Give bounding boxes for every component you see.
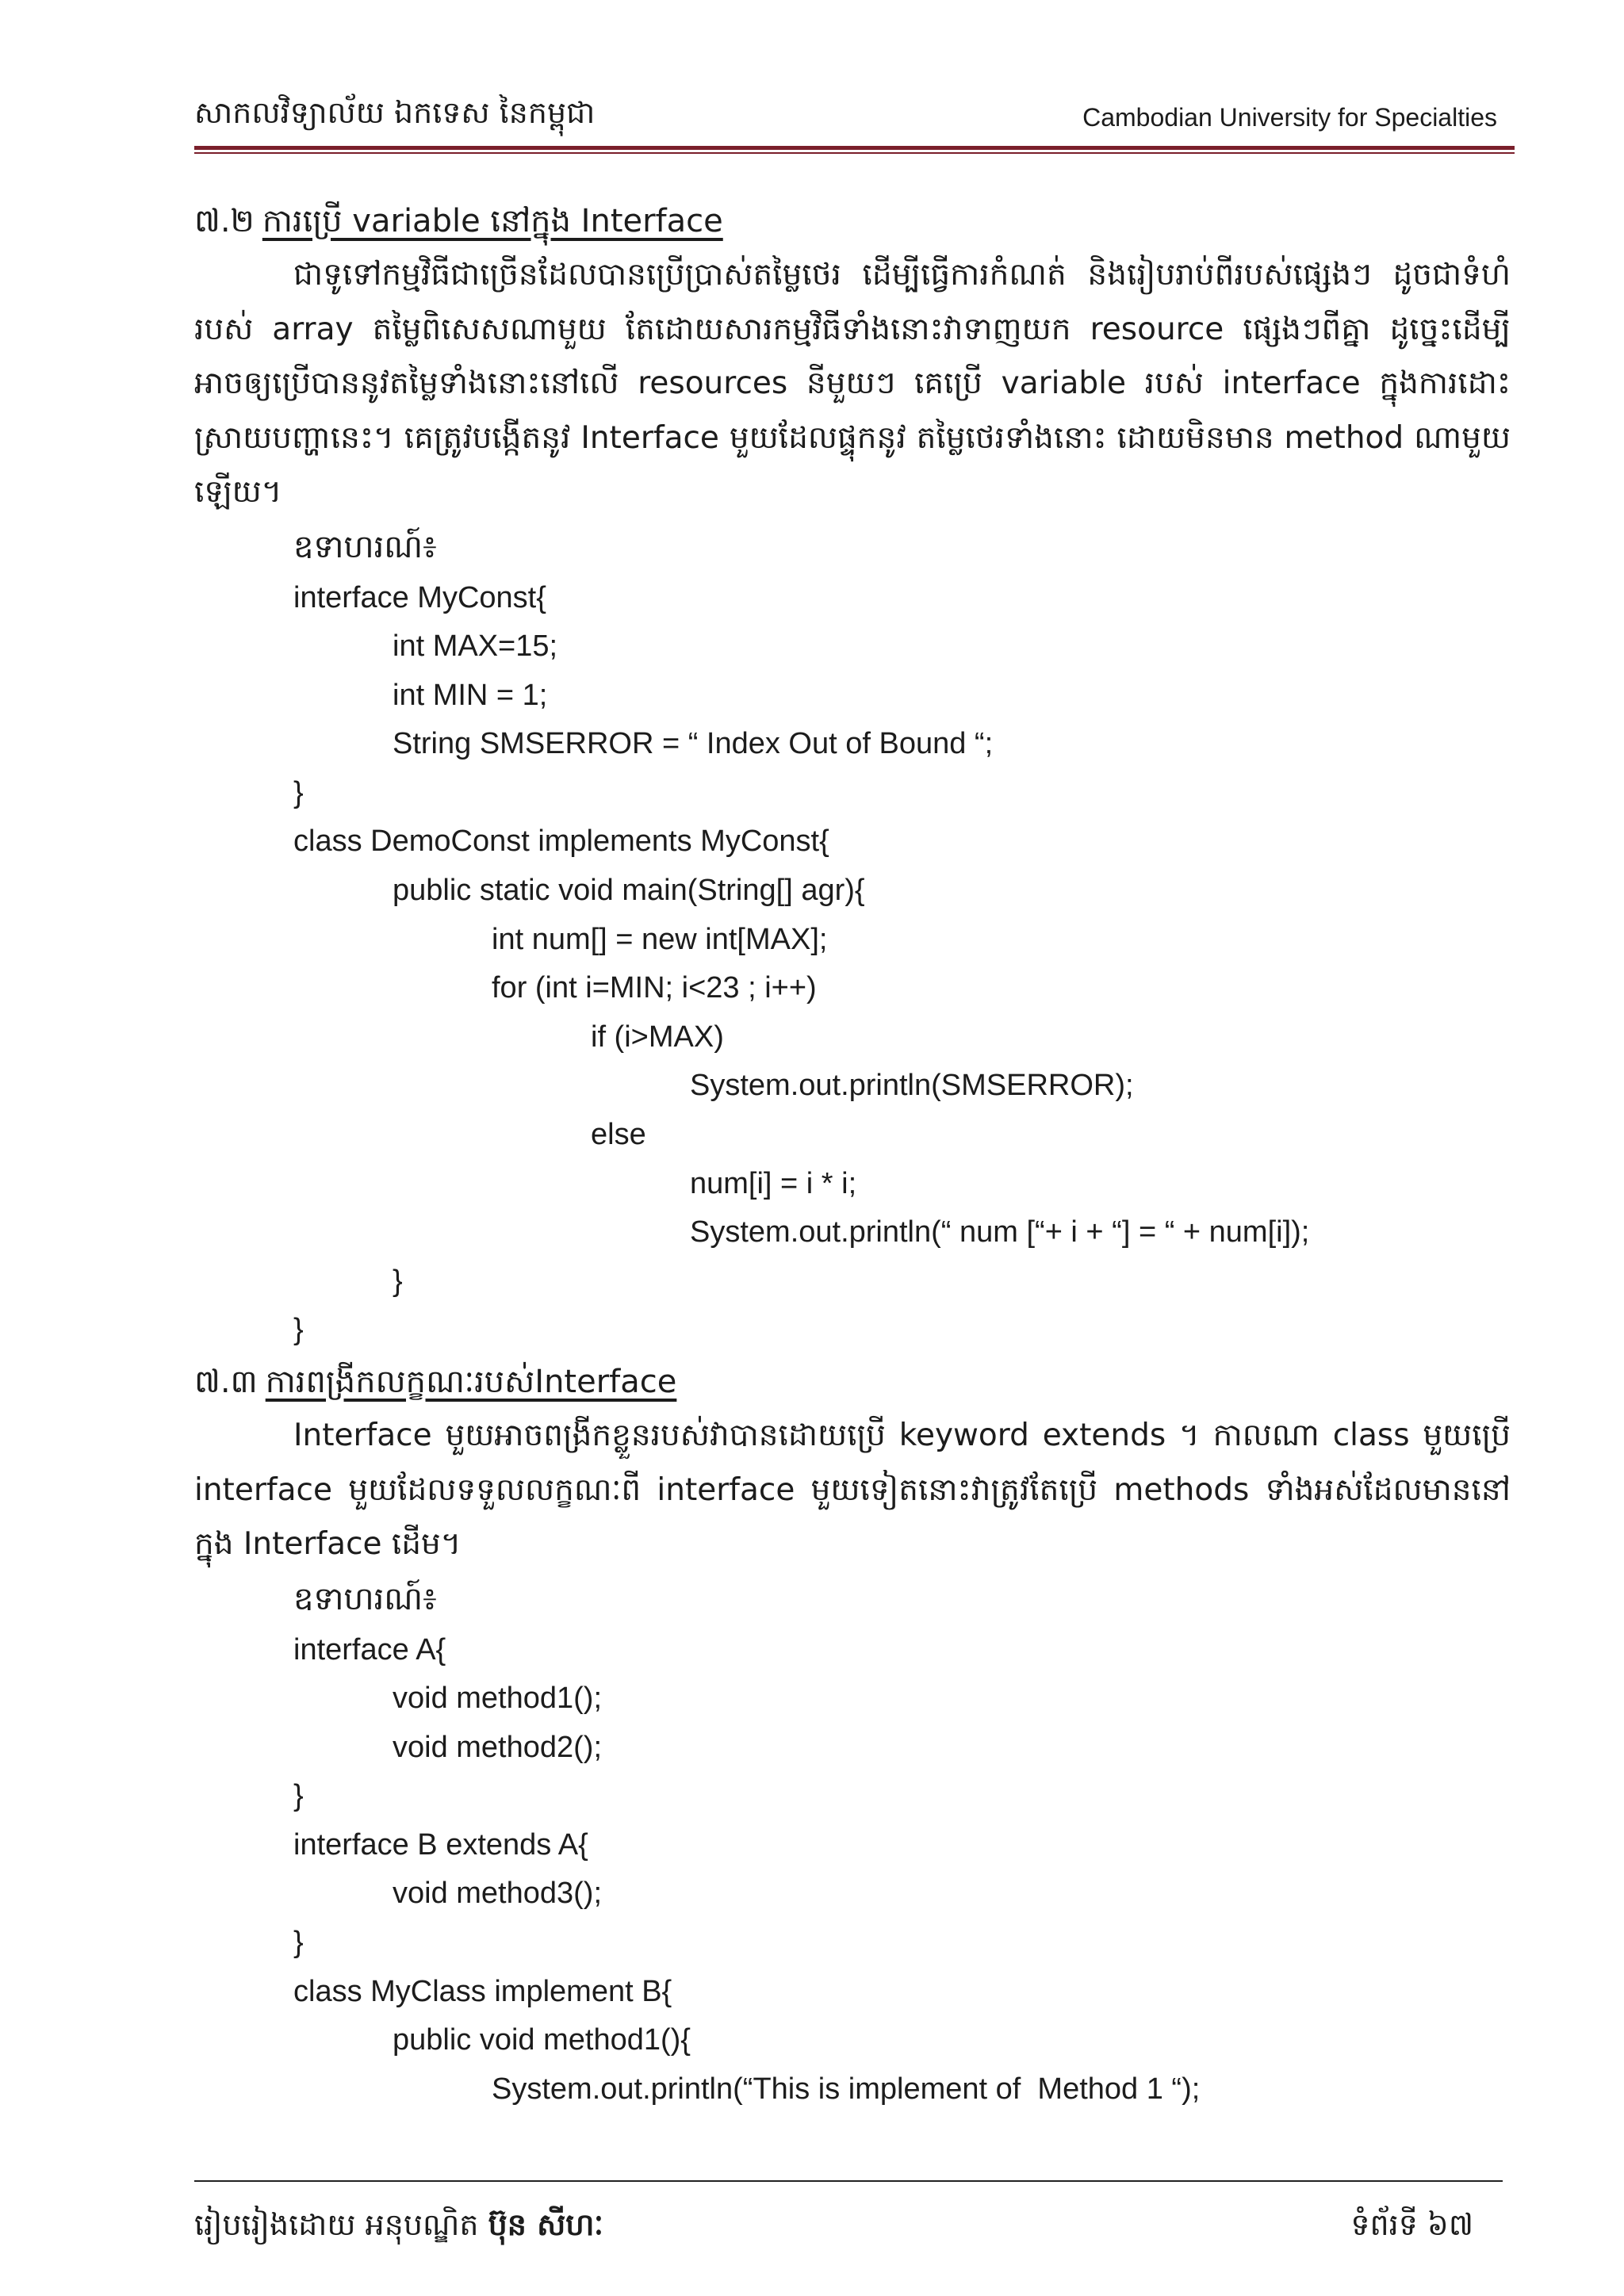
page-header	[0, 0, 1624, 159]
footer-author	[194, 2206, 603, 2250]
university-name-khmer: សាកលវិទ្យាល័យ ឯកទេស នៃកម្ពុជា	[194, 95, 596, 130]
footer-divider	[194, 2180, 1503, 2182]
code-line: }	[293, 1313, 304, 1347]
section-paragraph: Interface មួយអាចពង្រីកខ្លួនរបស់វាបានដោយប្រើ keyword extends ។ កាលណា class មួយប្រើ interface មួយដែលទទួលលក្ខណៈពី interface មួយទៀតនោះវាត្រូវតែប្រើ methods ទាំងអស់ដែលមាននៅក្នុង Interface ដើម។	[194, 1418, 1511, 1562]
code-line: int MIN = 1;	[393, 678, 548, 712]
header-divider	[194, 146, 1515, 150]
code-line: }	[293, 1779, 304, 1813]
university-name-english: Cambodian University for Specialties	[1082, 103, 1497, 132]
code-line: num[i] = i * i;	[690, 1166, 857, 1200]
code-line: if (i>MAX)	[591, 1020, 724, 1054]
code-line: }	[393, 1264, 403, 1298]
code-line: System.out.println(SMSERROR);	[690, 1069, 1134, 1103]
code-line: int num[] = new int[MAX];	[492, 922, 828, 956]
code-line: interface B extends A{	[293, 1827, 588, 1862]
code-line: void method3();	[393, 1877, 603, 1911]
example-label: ឧទាហរណ៍៖	[293, 1580, 437, 1617]
code-line: System.out.println(“This is implement of Method 1 “);	[492, 2072, 1201, 2106]
example-label: ឧទាហរណ៍៖	[293, 528, 437, 565]
code-line: interface MyConst{	[293, 580, 546, 614]
author-name: ប៊ុន សីហៈ	[488, 2207, 604, 2242]
code-line: int MAX=15;	[393, 629, 558, 664]
code-line: void method1();	[393, 1682, 603, 1716]
code-line: for (int i=MIN; i<23 ; i++)	[492, 971, 817, 1005]
section-heading-7-3	[194, 1355, 1511, 1409]
section-title: ការពង្រីកលក្ខណៈរបស់Interface	[265, 1364, 677, 1400]
code-line: String SMSERROR = “ Index Out of Bound “;	[393, 727, 994, 761]
code-line: public void method1(){	[393, 2023, 691, 2057]
section-number: ៧.៣	[194, 1364, 258, 1400]
code-line: System.out.println(“ num [“+ i + “] = “ + num[i]);	[690, 1215, 1310, 1249]
page-body	[194, 194, 1511, 2114]
code-block-interface-extends	[194, 1626, 1511, 2114]
section-paragraph: ជាទូទៅកម្មវិធីជាច្រើនដែលបានប្រើប្រាស់តម្លៃថេរ ដើម្បីធ្វើការកំណត់ និងរៀបរាប់ពីរបស់ផ្សេងៗ ដូចជាទំហំរបស់ array តម្លៃពិសេសណាមួយ តែដោយសារកម្មវិធីទាំងនោះវាទាញយក resource ផ្សេងៗពីគ្នា ដូច្នេះដើម្បី អាចឲ្យប្រើបាននូវតម្លៃទាំងនោះនៅលើ resources នីមួយៗ គេប្រើ variable របស់ interface ក្នុងការដោះស្រាយបញ្ហានេះ។ គេត្រូវបង្កើតនូវ Interface មួយដែលផ្ទុកនូវ តម្លៃថេរទាំងនោះ ដោយមិនមាន method ណាមួយឡើយ។	[194, 257, 1511, 510]
section-heading-7-2	[194, 194, 1511, 248]
header-divider-thin	[194, 152, 1515, 154]
code-line: }	[293, 775, 304, 809]
code-line: else	[591, 1118, 646, 1152]
code-line: }	[293, 1926, 304, 1960]
code-block-myconst	[194, 574, 1511, 1356]
code-line: class DemoConst implements MyConst{	[293, 825, 829, 859]
code-line: public static void main(String[] agr){	[393, 874, 865, 908]
code-line: class MyClass implement B{	[293, 1974, 672, 2008]
code-line: interface A{	[293, 1632, 446, 1667]
footer-prefix: រៀបរៀងដោយ អនុបណ្ឌិត	[194, 2207, 479, 2242]
section-number: ៧.២	[194, 203, 255, 239]
code-line: void method2();	[393, 1730, 603, 1764]
page-number: ទំព័រទី ៦៧	[1350, 2207, 1473, 2242]
section-title: ការប្រើ variable នៅក្នុង Interface	[262, 203, 723, 239]
